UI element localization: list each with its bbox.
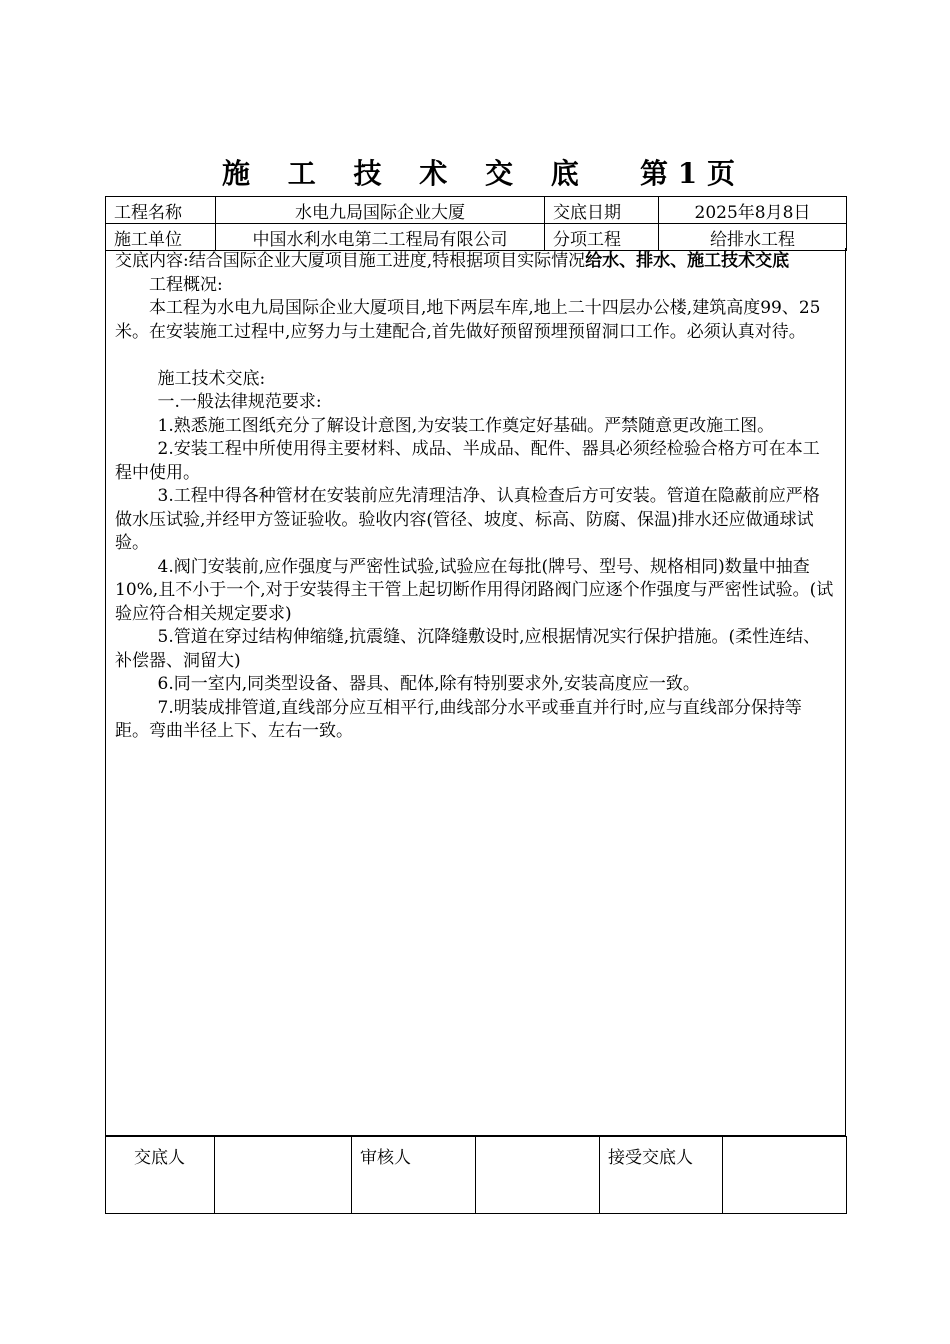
signature-table (105, 1136, 847, 1214)
date-value: 2025年8月8日 (659, 197, 847, 224)
sub-project-label: 分项工程 (545, 224, 659, 251)
intro-bold-text: 给水、排水、施工技术交底 (585, 251, 790, 271)
receiver-signature-field[interactable] (723, 1137, 847, 1214)
info-row-unit (106, 224, 847, 251)
project-name-label: 工程名称 (106, 197, 216, 224)
intro-text: 交底内容:结合国际企业大厦项目施工进度,特根据项目实际情况 (115, 251, 586, 271)
signature-row (106, 1137, 847, 1214)
unit-label: 施工单位 (106, 224, 216, 251)
list-item: 5.管道在穿过结构伸缩缝,抗震缝、沉降缝敷设时,应根据情况实行保护措施。(柔性连结、补偿器、洞留大) (115, 627, 821, 671)
list-item: 4.阀门安装前,应作强度与严密性试验,试验应在每批(牌号、型号、规格相同)数量中抽查10%,且不小于一个,对于安装得主干管上起切断作用得闭路阀门应逐个作强度与严密性试验。(试验应符合相关规定要求) (115, 556, 834, 624)
receiver-label: 接受交底人 (600, 1137, 723, 1214)
blank-line (115, 344, 835, 368)
date-label: 交底日期 (545, 197, 659, 224)
presenter-signature-field[interactable] (215, 1137, 352, 1214)
unit-value: 中国水利水电第二工程局有限公司 (216, 224, 545, 251)
list-item: 7.明装成排管道,直线部分应互相平行,曲线部分水平或垂直并行时,应与直线部分保持等距。弯曲半径上下、左右一致。 (115, 697, 802, 741)
project-name-value: 水电九局国际企业大厦 (216, 197, 545, 224)
info-row-project (106, 197, 847, 224)
list-item: 2.安装工程中所使用得主要材料、成品、半成品、配件、器具必须经检验合格方可在本工程中使用。 (115, 439, 820, 483)
content-box (105, 248, 846, 1136)
list-item: 1.熟悉施工图纸充分了解设计意图,为安装工作奠定好基础。严禁随意更改施工图。 (157, 415, 775, 436)
presenter-label: 交底人 (106, 1137, 215, 1214)
overview-text: 本工程为水电九局国际企业大厦项目,地下两层车库,地上二十四层办公楼,建筑高度99、25米。在安装施工过程中,应努力与土建配合,首先做好预留预埋预留洞口工作。必须认真对待。 (115, 298, 821, 342)
list-item: 6.同一室内,同类型设备、器具、配体,除有特别要求外,安装高度应一致。 (157, 674, 700, 694)
list-item: 3.工程中得各种管材在安装前应先清理洁净、认真检查后方可安装。管道在隐蔽前应严格做水压试验,并经甲方签证验收。验收内容(管径、坡度、标高、防腐、保温)排水还应做通球试验。 (115, 486, 820, 553)
intro-paragraph (115, 250, 835, 274)
sub-project-value: 给排水工程 (659, 224, 847, 251)
reviewer-signature-field[interactable] (476, 1137, 600, 1214)
overview-heading: 工程概况: (149, 274, 223, 295)
tech-heading: 施工技术交底: (157, 368, 266, 389)
info-table (105, 196, 847, 251)
document-title: 施 工 技 术 交 底 (222, 157, 593, 190)
document-header (0, 152, 950, 196)
page-number: 第 1 页 (640, 157, 735, 190)
section-heading: 一.一般法律规范要求: (157, 392, 322, 412)
reviewer-label: 审核人 (352, 1137, 476, 1214)
